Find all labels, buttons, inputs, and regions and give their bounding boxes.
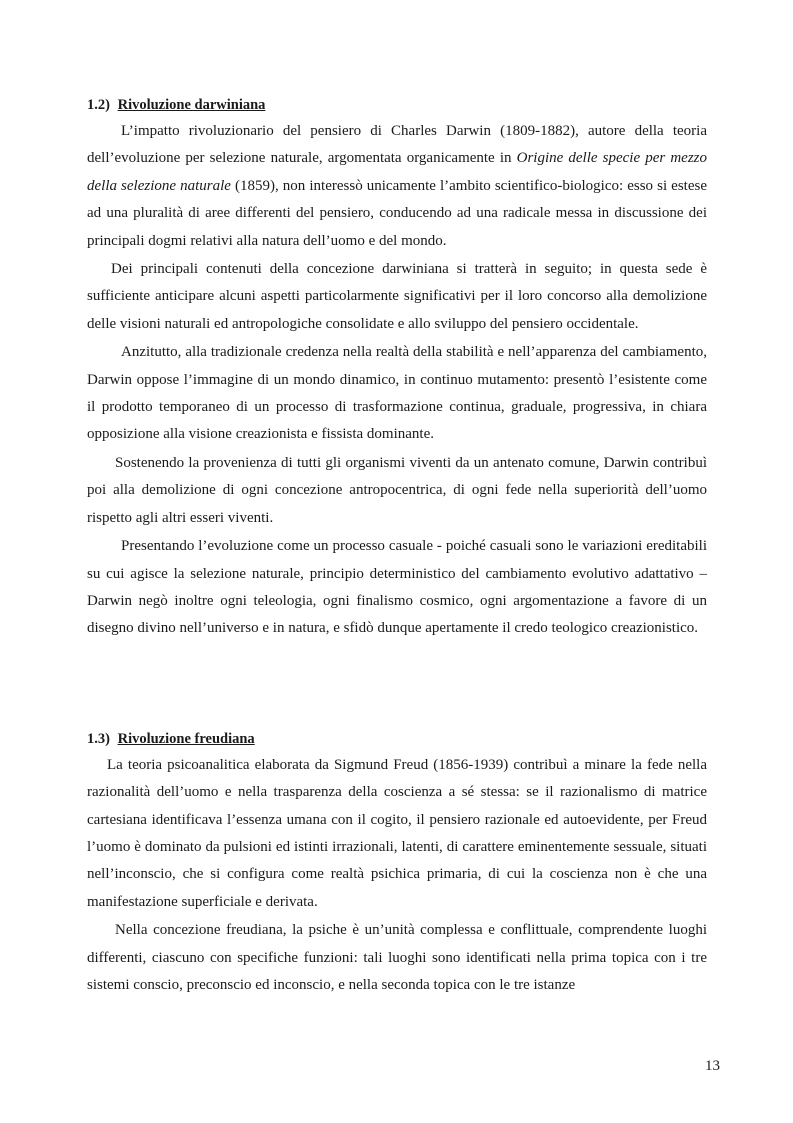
book-title: Origine delle specie per mezzo della selezione naturale — [87, 150, 707, 194]
paragraph: Nella concezione freudiana, la psiche è un’unità complessa e conflittuale, comprendente luoghi differenti, ciascuno con specifiche funzioni: tali luoghi sono identificati nella prima topica con i tre sistemi conscio, preconscio ed inconscio, e nella seconda topica con le tre istanze — [87, 922, 707, 993]
paragraph — [87, 118, 707, 255]
paragraph: Presentando l’evoluzione come un processo casuale - poiché casuali sono le variazioni ereditabili su cui agisce la selezione naturale, principio deterministico del cambiamento evolutivo adattativo – Darwin negò inoltre ogni teleologia, ogni finalismo cosmico, ogni argomentazione a favore di un disegno divino nell’universo e in natura, e sfidò dunque apertamente il credo teologico creazionistico. — [87, 538, 707, 637]
paragraph: La teoria psicoanalitica elaborata da Sigmund Freud (1856-1939) contribuì a minare la fede nella razionalità dell’uomo e nella trasparenza della coscienza a sé stessa: se il razionalismo di matrice cartesiana identificava l’essenza umana con il cogito, il pensiero razionale ed autoevidente, per Freud l’uomo è dominato da pulsioni ed istinti irrazionali, latenti, di carattere eminentemente sessuale, situati nell’inconscio, che si configura come realtà psichica primaria, di cui la coscienza non è che una manifestazione superficiale e derivata. — [87, 756, 707, 910]
section-heading — [87, 730, 707, 748]
section-number: 1.2) — [87, 97, 110, 113]
section-spacer — [87, 644, 707, 730]
paragraph: Anzitutto, alla tradizionale credenza nella realtà della stabilità e nell’apparenza del cambiamento, Darwin oppose l’immagine di un mondo dinamico, in continuo mutamento: presentò l’esistente come il prodotto temporaneo di un processo di trasformazione continua, graduale, progressiva, in chiara opposizione alla visione creazionista e fissista dominante. — [87, 344, 707, 443]
paragraph-text: L’impatto rivoluzionario del pensiero di Charles Darwin (1809-1882), autore della teoria dell’evoluzione per selezione naturale, argomentata organicamente in — [87, 123, 707, 167]
section-freud — [87, 730, 707, 1000]
page-body — [87, 96, 707, 1000]
page-number: 13 — [705, 1058, 720, 1074]
paragraph-text: (1859), non interessò unicamente l’ambito scientifico-biologico: esso si estese ad una pluralità di aree differenti del pensiero, conducendo ad una radicale messa in discussione dei principali dogmi relativi alla natura dell’uomo e del mondo. — [87, 177, 707, 249]
section-darwin — [87, 96, 707, 643]
section-number: 1.3) — [87, 730, 110, 747]
paragraph: Sostenendo la provenienza di tutti gli organismi viventi da un antenato comune, Darwin contribuì poi alla demolizione di ogni concezione antropocentrica, di ogni fede nella superiorità dell’uomo rispetto agli altri esseri viventi. — [87, 454, 707, 526]
section-heading — [87, 96, 707, 114]
section-title: Rivoluzione darwiniana — [117, 97, 266, 113]
paragraph: Dei principali contenuti della concezione darwiniana si tratterà in seguito; in questa sede è sufficiente anticipare alcuni aspetti particolarmente significativi per il loro concorso alla demolizione delle visioni naturali ed antropologiche consolidate e allo sviluppo del pensiero occidentale. — [87, 261, 707, 332]
section-title: Rivoluzione freudiana — [117, 730, 255, 747]
